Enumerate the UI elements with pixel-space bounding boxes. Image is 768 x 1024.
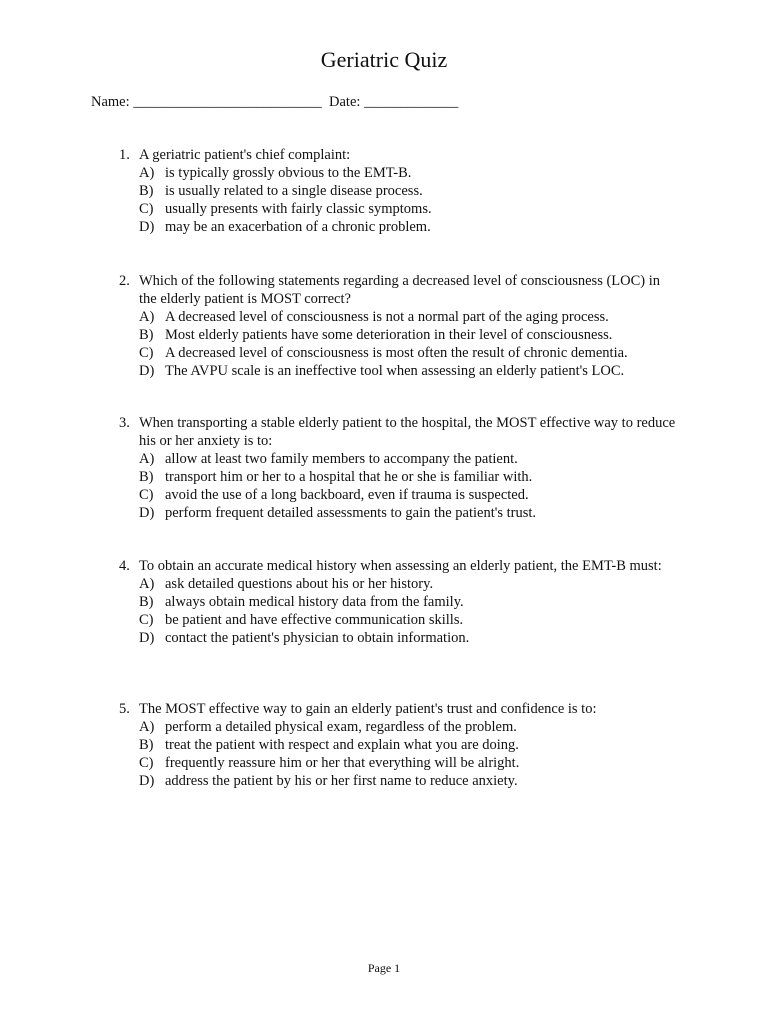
name-date-line: Name: __________________________ Date: _____________ xyxy=(91,94,459,110)
option-text: avoid the use of a long backboard, even if trauma is suspected. xyxy=(165,487,529,503)
question-text: Which of the following statements regarding a decreased level of consciousness (LOC) in the elderly patient is MOST correct? xyxy=(139,273,661,307)
option-text: treat the patient with respect and explain what you are doing. xyxy=(165,737,519,753)
option-letter: D) xyxy=(139,630,155,646)
answer-option-c xyxy=(0,200,725,218)
answer-option-d xyxy=(0,629,725,647)
page-title: Geriatric Quiz xyxy=(320,47,448,72)
question-text: To obtain an accurate medical history when assessing an elderly patient, the EMT-B must: xyxy=(139,558,662,574)
option-letter: B) xyxy=(139,327,154,343)
answer-option-b xyxy=(0,593,725,611)
option-text: ask detailed questions about his or her history. xyxy=(165,576,434,592)
question-number: 4. xyxy=(119,558,130,574)
answer-option-d xyxy=(0,504,725,522)
option-letter: A) xyxy=(139,165,155,181)
option-text: address the patient by his or her first name to reduce anxiety. xyxy=(165,773,518,789)
question-number: 5. xyxy=(119,701,130,717)
option-text: The AVPU scale is an ineffective tool when assessing an elderly patient's LOC. xyxy=(165,363,625,379)
option-text: frequently reassure him or her that everything will be alright. xyxy=(165,755,520,771)
question-stem xyxy=(0,272,679,308)
question-text: A geriatric patient's chief complaint: xyxy=(139,147,351,163)
answer-option-d xyxy=(0,362,725,380)
option-letter: B) xyxy=(139,183,154,199)
question-text: When transporting a stable elderly patient to the hospital, the MOST effective way to reduce his or her anxiety is to: xyxy=(139,415,676,449)
option-letter: C) xyxy=(139,612,154,628)
option-letter: B) xyxy=(139,594,154,610)
option-text: perform frequent detailed assessments to gain the patient's trust. xyxy=(165,505,537,521)
option-letter: C) xyxy=(139,201,154,217)
option-text: transport him or her to a hospital that he or she is familiar with. xyxy=(165,469,533,485)
option-text: is typically grossly obvious to the EMT-B. xyxy=(165,165,412,181)
question-stem xyxy=(0,557,679,575)
answer-option-a xyxy=(0,308,725,326)
answer-option-a xyxy=(0,718,725,736)
option-letter: A) xyxy=(139,719,155,735)
question-stem xyxy=(0,700,679,718)
option-text: contact the patient's physician to obtain information. xyxy=(165,630,470,646)
question-4 xyxy=(0,557,768,647)
page-number: Page 1 xyxy=(367,961,401,975)
question-text: The MOST effective way to gain an elderly patient's trust and confidence is to: xyxy=(139,701,597,717)
option-text: perform a detailed physical exam, regardless of the problem. xyxy=(165,719,517,735)
option-letter: C) xyxy=(139,487,154,503)
option-letter: D) xyxy=(139,505,155,521)
answer-option-a xyxy=(0,164,725,182)
option-text: may be an exacerbation of a chronic problem. xyxy=(165,219,431,235)
option-letter: C) xyxy=(139,345,154,361)
option-letter: C) xyxy=(139,755,154,771)
option-letter: A) xyxy=(139,576,155,592)
answer-option-b xyxy=(0,736,725,754)
question-5 xyxy=(0,700,768,790)
option-letter: B) xyxy=(139,469,154,485)
option-letter: D) xyxy=(139,773,155,789)
answer-option-c xyxy=(0,754,725,772)
question-1 xyxy=(0,146,768,236)
answer-option-d xyxy=(0,218,725,236)
option-text: is usually related to a single disease process. xyxy=(165,183,423,199)
option-text: Most elderly patients have some deterioration in their level of consciousness. xyxy=(165,327,613,343)
option-text: always obtain medical history data from the family. xyxy=(165,594,464,610)
question-number: 1. xyxy=(119,147,130,163)
answer-option-a xyxy=(0,575,725,593)
answer-option-b xyxy=(0,182,725,200)
question-number: 2. xyxy=(119,273,130,289)
option-letter: A) xyxy=(139,451,155,467)
option-text: A decreased level of consciousness is not a normal part of the aging process. xyxy=(165,309,609,325)
option-letter: A) xyxy=(139,309,155,325)
answer-option-a xyxy=(0,450,725,468)
question-stem xyxy=(0,414,679,450)
question-2 xyxy=(0,272,768,380)
answer-option-c xyxy=(0,486,725,504)
answer-option-c xyxy=(0,611,725,629)
answer-option-b xyxy=(0,326,725,344)
option-letter: D) xyxy=(139,363,155,379)
answer-option-c xyxy=(0,344,725,362)
option-text: be patient and have effective communication skills. xyxy=(165,612,464,628)
option-letter: D) xyxy=(139,219,155,235)
answer-option-d xyxy=(0,772,725,790)
question-number: 3. xyxy=(119,415,130,431)
option-text: allow at least two family members to accompany the patient. xyxy=(165,451,518,467)
question-stem xyxy=(0,146,679,164)
option-text: A decreased level of consciousness is most often the result of chronic dementia. xyxy=(165,345,628,361)
answer-option-b xyxy=(0,468,725,486)
option-letter: B) xyxy=(139,737,154,753)
question-3 xyxy=(0,414,768,522)
option-text: usually presents with fairly classic symptoms. xyxy=(165,201,432,217)
